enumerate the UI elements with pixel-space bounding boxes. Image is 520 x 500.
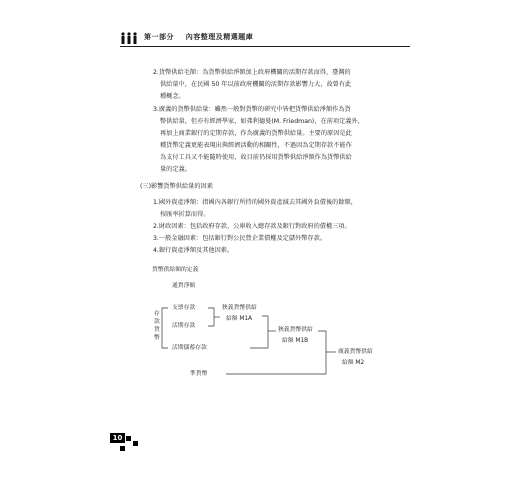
footer-square-1 xyxy=(126,436,131,441)
label-m1b: 狹義貨幣供給 xyxy=(278,327,313,333)
item3-line6: 量的定義。 xyxy=(160,166,191,173)
label-narrow-code: 給額 M1A xyxy=(226,316,253,322)
label-m1b-code: 給額 M1B xyxy=(282,338,309,344)
item3-line1: 3.廣義的貨幣供給量：雖然一般對貨幣的研究中皆把貨幣供給淨額作為貨 xyxy=(153,106,351,113)
factor-3: 3.一般金融因素：包括銀行對公民營企業債權及定儲外幣存款。 xyxy=(153,235,326,242)
factor-4: 4.銀行資產淨額及其他因素。 xyxy=(153,247,234,254)
header-subtitle: 內容整理及精選題庫 xyxy=(185,33,254,41)
factor-2: 2.財政因素：包括政府存款、公庫收入總存款及銀行對政府的債權三項。 xyxy=(153,223,351,230)
item2-line2: 供給量中，在民國 50 年以前政府機關的活期存款影響力大，故曾有此 xyxy=(160,81,352,88)
page-header xyxy=(120,26,410,48)
label-net-currency: 通貨淨額 xyxy=(172,283,196,289)
label-narrow: 狹義貨幣供給 xyxy=(222,305,257,311)
item3-line4: 種貨幣定義更能表現出與經濟活動的相關性，不過因為定期存款不能作 xyxy=(160,142,352,149)
item3-line3: 再加上商業銀行的定期存款，作為廣義的貨幣供給量。主要的原因是此 xyxy=(160,130,352,137)
people-icon xyxy=(120,32,138,44)
header-section: 第一部分 xyxy=(144,33,174,41)
footer-square-3 xyxy=(120,446,125,451)
item2-line1: 2.貨幣供給毛額：為貨幣供給淨額加上政府機關的活期存款而得，臺灣的 xyxy=(153,69,351,76)
label-broad: 廣義貨幣供給 xyxy=(338,349,373,355)
factor-1: 1.國外資產淨額：指國內各銀行所持的國外資產減去其國外負債後的餘額， xyxy=(153,199,357,206)
item2-line3: 種概念。 xyxy=(160,93,185,100)
label-quasi: 準貨幣 xyxy=(190,371,208,377)
diagram-title: 貨幣供給額的定義 xyxy=(152,267,199,273)
label-deposit-group: 存款貨幣 xyxy=(154,311,160,341)
money-supply-diagram xyxy=(150,264,410,394)
footer-square-2 xyxy=(133,441,138,446)
item3-line2 xyxy=(160,116,364,127)
section3-heading: (三)影響貨幣供給量的因素 xyxy=(140,183,213,190)
header-rule xyxy=(120,46,410,47)
item3-line2-text: 幣供給量，但亦有經濟學家，如弗利德曼(M. Friedman)，在前項定義外， xyxy=(160,118,364,125)
factor-1-cont: 按匯率折算而得。 xyxy=(160,211,210,218)
header-title xyxy=(144,32,253,42)
label-broad-code: 給額 M2 xyxy=(342,360,365,366)
item3-line5: 為支付工具又不能隨時使用，故目前仍採用貨幣供給淨額作為貨幣供給 xyxy=(160,154,352,161)
label-checking: 支票存款 xyxy=(172,305,196,311)
page-number: 10 xyxy=(110,433,125,443)
label-passbook: 活期儲蓄存款 xyxy=(172,345,207,351)
label-demand: 活期存款 xyxy=(172,323,196,329)
